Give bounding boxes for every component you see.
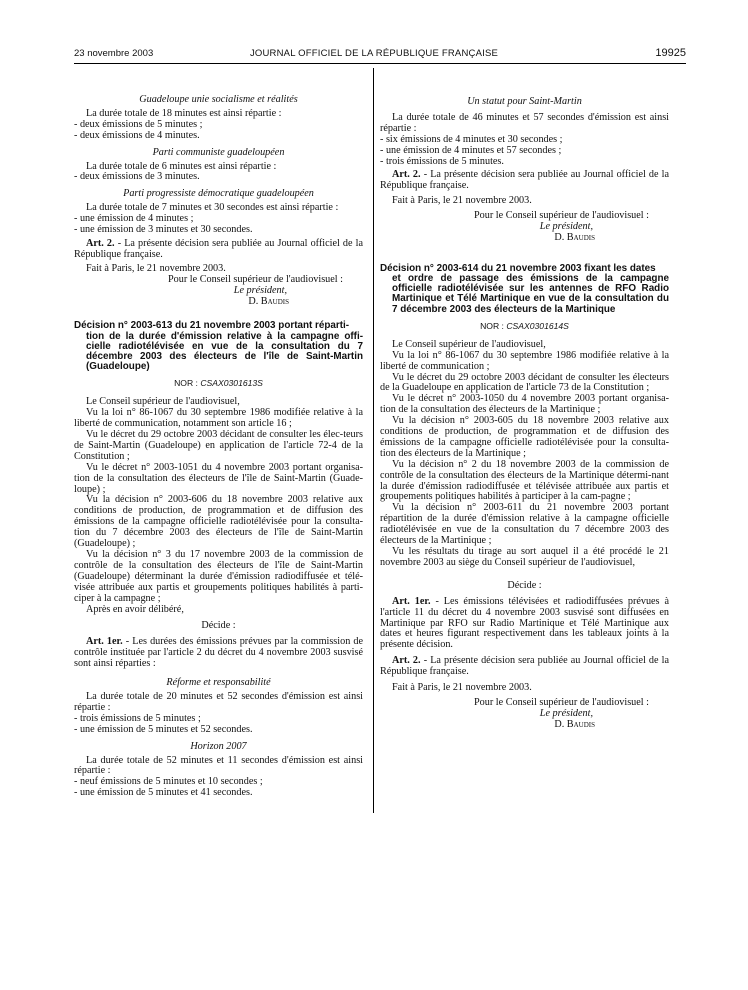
signature-role: Le président, (539, 707, 593, 719)
list-item: - trois émissions de 5 minutes ; (74, 712, 201, 724)
paragraph: Vu la décision n° 3 du 17 novembre 2003 de la commission de contrôle de la consultation des électeurs de l'île de Saint-Martin (Guadeloupe) déterminant la durée d'émission radiodiffusée et télé-visée attribuée aux partis et groupements politiques habilités à parti-ciper à la campagne ; (74, 549, 363, 604)
article-2 (380, 170, 669, 192)
article-label: Art. 2. (86, 237, 115, 249)
list-item: - une émission de 5 minutes et 52 secondes. (74, 723, 253, 735)
list-item: - une émission de 5 minutes et 41 secondes. (74, 787, 253, 799)
decide-heading: Décide : (201, 620, 236, 632)
paragraph: Vu le décret du 29 octobre 2003 décidant de consulter les électeurs de la Guadeloupe en application de l'article 73 de la Constitution ; (380, 371, 669, 394)
decide-heading: Décide : (507, 579, 542, 591)
signature-role: Le président, (539, 221, 593, 233)
article-text: - La présente décision sera publiée au Journal officiel de la République française. (74, 237, 363, 260)
decision-title-line: Décision n° 2003-613 du 21 novembre 2003 portant réparti- (74, 320, 350, 332)
section-title: Horizon 2007 (190, 740, 247, 752)
list-item: - une émission de 3 minutes et 30 secondes. (74, 224, 253, 236)
list-item: - une émission de 4 minutes ; (74, 213, 194, 225)
list-item: - une émission de 4 minutes et 57 secondes ; (380, 144, 562, 156)
article-text: - Les durées des émissions prévues par la commission de contrôle instituée par l'article 2 du décret du 4 novembre 2003 susvisé sont ainsi réparties : (74, 636, 363, 670)
article-label: Art. 2. (392, 655, 421, 667)
signature-name: D. Baudis (554, 231, 595, 243)
paragraph: Le Conseil supérieur de l'audiovisuel, (392, 338, 546, 350)
article-2 (380, 656, 669, 678)
paragraph: Vu la décision n° 2003-611 du 21 novembre 2003 portant répartition de la durée d'émission relative à la campagne officielle radiotélévisée en vue de la consultation du 7 décembre 2003 des électeurs de la Martinique ; (380, 502, 669, 547)
fait-a-paris: Fait à Paris, le 21 novembre 2003. (86, 262, 226, 274)
section-title: Réforme et responsabilité (166, 677, 271, 689)
article-1 (380, 597, 669, 652)
decision-title (380, 264, 669, 315)
list-item: - neuf émissions de 5 minutes et 10 secondes ; (74, 776, 263, 788)
left-column (74, 95, 363, 799)
paragraph: Vu la loi n° 86-1067 du 30 septembre 1986 modifiée relative à la liberté de communication, notamment son article 16 ; (74, 407, 363, 430)
nor-code: CSAX0301613S (200, 378, 263, 389)
right-column (380, 97, 669, 731)
paragraph: Vu le décret n° 2003-1051 du 4 novembre 2003 portant organisa-tion de la consultation des électeurs de l'île de Saint-Martin (Guade-loupe) ; (74, 461, 363, 495)
decision-title-rest: et ordre de passage des émissions de la campagne officielle radiotélévisée sur les antennes de RFO Radio Martinique et Télé Martinique en vue de la consultation du 7 décembre 2003 des électeurs de la Martinique (392, 273, 669, 315)
nor-label: NOR : (174, 378, 201, 389)
article-label: Art. 2. (392, 169, 421, 181)
paragraph: Vu la loi n° 86-1067 du 30 septembre 1986 modifiée relative à la liberté de communication ; (380, 349, 669, 372)
article-text: - La présente décision sera publiée au Journal officiel de la République française. (380, 655, 669, 678)
duration-total: La durée totale de 52 minutes et 11 secondes d'émission est ainsi répartie : (74, 754, 363, 777)
section-title: Parti progressiste démocratique guadeloupéen (123, 188, 314, 200)
decision-title (74, 321, 363, 372)
article-text: - Les émissions télévisées et radiodiffusées prévues à l'article 11 du décret du 4 novembre 2003 susvisé sont diffusées en Martinique par RFO sur Radio Martinique et Télé Martinique aux dates et heures figurant respectivement dans les tableaux joints à la présente décision. (380, 595, 669, 651)
paragraph: Vu la décision n° 2003-605 du 18 novembre 2003 relative aux conditions de production, de programmation et de diffusion des émissions de la campagne officielle radiotélévisée pour la consulta-tion des électeurs de la Martinique ; (380, 415, 669, 459)
paragraph: Après en avoir délibéré, (86, 603, 184, 615)
nor-reference (74, 378, 363, 389)
list-item: - deux émissions de 5 minutes ; (74, 118, 203, 130)
signature-name: D. Baudis (248, 295, 289, 307)
list-item: - trois émissions de 5 minutes. (380, 155, 504, 167)
nor-reference (380, 321, 669, 332)
duration-total: La durée totale de 20 minutes et 52 secondes d'émission est ainsi répartie : (74, 690, 363, 713)
list-item: - six émissions de 4 minutes et 30 secondes ; (380, 133, 563, 145)
paragraph: Vu les résultats du tirage au sort auquel il a été procédé le 21 novembre 2003 au siège du Conseil supérieur de l'audiovisuel, (380, 546, 669, 568)
signature-name: D. Baudis (554, 718, 595, 730)
header-date: 23 novembre 2003 (74, 48, 154, 59)
duration-total: La durée totale de 46 minutes et 57 secondes d'émission est ainsi répartie : (380, 111, 669, 134)
column-divider (373, 68, 374, 813)
signature-for: Pour le Conseil supérieur de l'audiovisuel : (168, 273, 343, 285)
signature-role: Le président, (233, 284, 287, 296)
header-rule (74, 63, 686, 64)
article-2 (74, 239, 363, 261)
nor-code: CSAX0301614S (506, 320, 569, 331)
duration-total: La durée totale de 18 minutes est ainsi répartie : (86, 107, 282, 119)
list-item: - deux émissions de 4 minutes. (74, 129, 200, 141)
signature-for: Pour le Conseil supérieur de l'audiovisuel : (474, 210, 649, 222)
decision-title-rest: tion de la durée d'émission relative à la campagne offi-cielle radiotélévisée en vue de la consultation du 7 décembre 2003 des électeurs de l'île de Saint-Martin (Guadeloupe) (86, 330, 363, 373)
article-1 (74, 637, 363, 670)
fait-a-paris: Fait à Paris, le 21 novembre 2003. (392, 195, 532, 207)
paragraph: Le Conseil supérieur de l'audiovisuel, (86, 396, 240, 408)
header-journal-title: JOURNAL OFFICIEL DE LA RÉPUBLIQUE FRANÇAISE (249, 48, 499, 59)
decision-title-line: Décision n° 2003-614 du 21 novembre 2003 fixant les dates (380, 262, 656, 274)
paragraph: Vu le décret n° 2003-1050 du 4 novembre 2003 portant organisa-tion de la consultation des électeurs de la Martinique ; (380, 393, 669, 416)
article-text: - La présente décision sera publiée au Journal officiel de la République française. (380, 169, 669, 192)
fait-a-paris: Fait à Paris, le 21 novembre 2003. (392, 682, 532, 694)
section-title: Un statut pour Saint-Martin (467, 96, 582, 107)
paragraph: Vu la décision n° 2003-606 du 18 novembre 2003 relative aux conditions de production, de programmation et de diffusion des émissions de la campagne officielle radiotélévisée pour la consulta-tion du 7 décembre 2003 des électeurs de l'île de Saint-Martin (Guadeloupe) ; (74, 494, 363, 550)
duration-total: La durée totale de 6 minutes est ainsi répartie : (86, 160, 277, 172)
duration-total: La durée totale de 7 minutes et 30 secondes est ainsi répartie : (86, 202, 339, 214)
paragraph: Vu la décision n° 2 du 18 novembre 2003 de la commission de contrôle de la consultation des électeurs de la Martinique détermi-nant la durée d'émission radiodiffusée et télévisée attribuée aux partis et groupements politiques habilités à participer à la cam-pagne ; (380, 458, 669, 503)
article-label: Art. 1er. (86, 636, 123, 648)
nor-label: NOR : (480, 320, 507, 331)
signature-for: Pour le Conseil supérieur de l'audiovisuel : (474, 696, 649, 708)
list-item: - deux émissions de 3 minutes. (74, 171, 200, 183)
paragraph: Vu le décret du 29 octobre 2003 décidant de consulter les élec-teurs de Saint-Martin (Guadeloupe) en application de l'article 72-4 de la Constitution ; (74, 429, 363, 462)
section-title: Guadeloupe unie socialisme et réalités (139, 94, 298, 105)
header-page-number: 19925 (655, 47, 686, 59)
article-label: Art. 1er. (392, 595, 431, 607)
section-title: Parti communiste guadeloupéen (152, 146, 285, 158)
